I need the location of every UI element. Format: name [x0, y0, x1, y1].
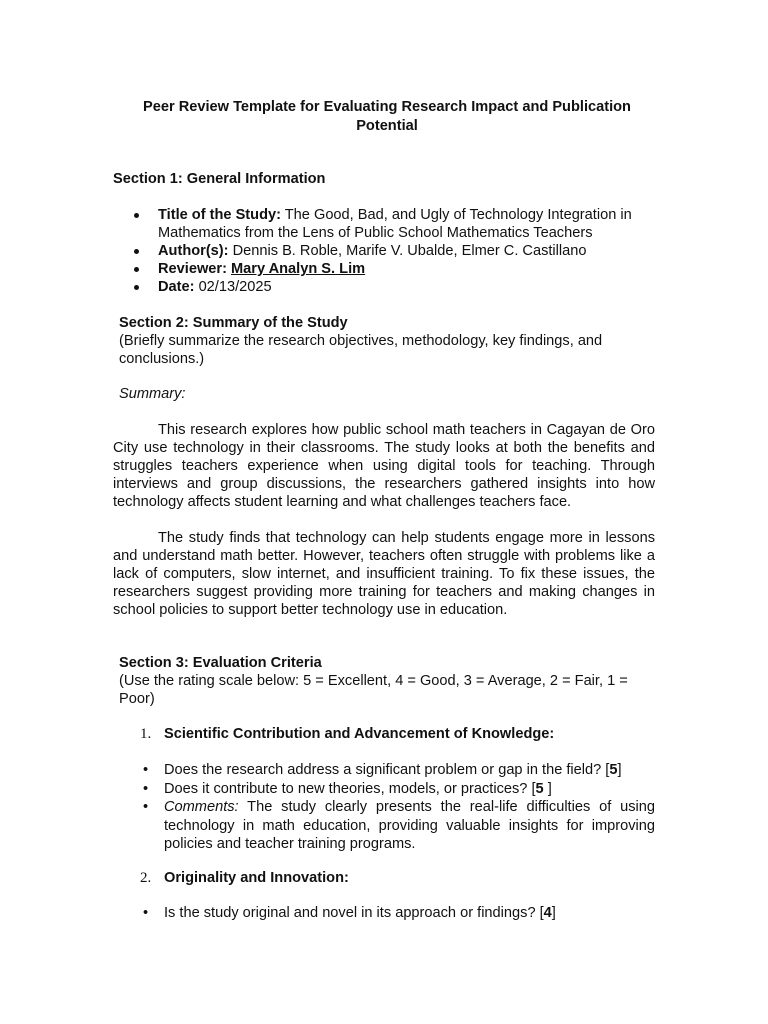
bracket-close: ]: [547, 780, 552, 797]
date-value: 02/13/2025: [198, 279, 272, 295]
question-text: Does it contribute to new theories, models, or practices? [: [164, 780, 536, 797]
criterion-2-number: 2.: [140, 870, 152, 886]
list-item: [128, 242, 658, 260]
summary-paragraph-1: This research explores how public school math teachers in Cagayan de Oro City use technology in their classrooms. The study looks at both the benefits and struggles teachers experience when using digital tools for teaching. Through interviews and group discussions, the researchers gathered insights into how technology affects student learning and what challenges teachers face.: [113, 422, 655, 510]
authors-value: Dennis B. Roble, Marife V. Ubalde, Elmer C. Castillano: [232, 243, 587, 259]
study-title-label: Title of the Study:: [158, 207, 281, 223]
section3: [119, 654, 659, 708]
criterion-2-questions: [140, 904, 655, 923]
list-item: [128, 206, 658, 242]
reviewer-label: Reviewer:: [158, 261, 227, 277]
section1-heading: Section 1: General Information: [113, 171, 326, 187]
list-item: [140, 780, 655, 799]
comments-text: The study clearly presents the real-life difficulties of using technology in math education, providing valuable insights for improving policies and teacher training programs.: [164, 799, 655, 852]
bracket-close: ]: [617, 762, 622, 778]
study-title-value: The Good, Bad, and Ugly of Technology Integration in Mathematics from the Lens of Public School Mathematics Teachers: [158, 207, 632, 241]
rating-score: 4: [543, 905, 552, 921]
section2-heading: Section 2: Summary of the Study: [119, 315, 348, 331]
list-item: [140, 798, 655, 854]
criterion-2-title: Originality and Innovation:: [164, 870, 349, 886]
summary-label: Summary:: [119, 386, 186, 402]
section2-instruction: (Briefly summarize the research objectives, methodology, key findings, and conclusions.): [119, 333, 603, 367]
general-info-list: [128, 206, 658, 296]
criterion-1-title: Scientific Contribution and Advancement of Knowledge:: [164, 726, 555, 742]
date-label: Date:: [158, 279, 195, 295]
list-item: [128, 278, 658, 296]
rating-score: 5: [609, 762, 618, 778]
reviewer-value: Mary Analyn S. Lim: [231, 261, 366, 277]
criterion-1-questions: [140, 761, 655, 854]
section3-heading: Section 3: Evaluation Criteria: [119, 655, 322, 671]
criterion-1-number: 1.: [140, 726, 152, 742]
section2: [119, 314, 659, 368]
question-text: Does the research address a significant problem or gap in the field? [: [164, 762, 610, 778]
bracket-close: ]: [551, 905, 556, 921]
summary-paragraph-2: The study finds that technology can help students engage more in lessons and understand math better. However, teachers often struggle with problems like a lack of computers, slow internet, and insufficient training. To fix these issues, the researchers suggest providing more training for teachers and making changes in school policies to support better technology use in education.: [113, 530, 655, 618]
list-item: [140, 761, 655, 780]
comments-label: Comments:: [164, 799, 239, 815]
section3-instruction: (Use the rating scale below: 5 = Excellent, 4 = Good, 3 = Average, 2 = Fair, 1 = Poor): [119, 673, 628, 707]
rating-score: 5: [535, 780, 548, 797]
question-text: Is the study original and novel in its approach or findings? [: [164, 905, 544, 921]
list-item: [140, 904, 655, 923]
document-title: Peer Review Template for Evaluating Research Impact and Publication Potential: [143, 99, 631, 134]
authors-label: Author(s):: [158, 243, 229, 259]
list-item: [128, 260, 658, 278]
